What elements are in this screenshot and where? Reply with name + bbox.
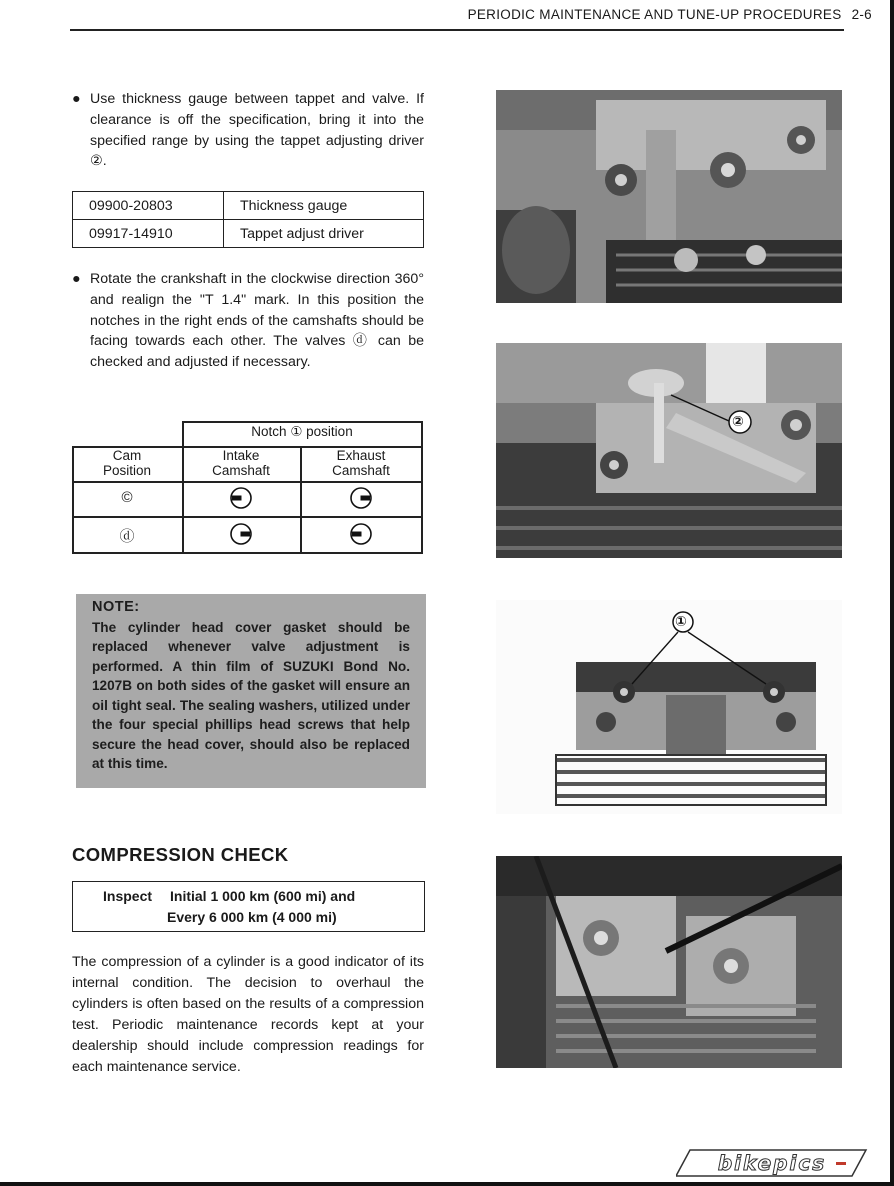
notch-right-icon xyxy=(349,486,373,510)
col-header-intake xyxy=(182,448,300,478)
running-header xyxy=(468,7,872,22)
section-title: COMPRESSION CHECK xyxy=(72,844,289,865)
bullet-dot: ● xyxy=(72,91,81,107)
photo-tappet-driver xyxy=(496,343,842,558)
intake-line1: Intake xyxy=(222,448,260,463)
header-rule xyxy=(70,29,844,31)
row-position-d: ⓓ xyxy=(119,528,135,545)
inspect-line2: Every 6 000 km (4 000 mi) xyxy=(167,909,337,925)
page-number: 2-6 xyxy=(851,7,872,22)
bullet-text: Use thickness gauge between tappet and valve. If clearance is off the specification, bring it into the specified range by using the tappet adjusting driver ②. xyxy=(90,91,424,170)
note-text: The cylinder head cover gasket should be replaced whenever valve adjustment is performed. A thin film of SUZUKI Bond No. 1207B on both sides of the gasket will ensure an oil tight seal. The sealing washers, utilized under the four special phillips head screws that help secure the head cover, should also be replaced at this time. xyxy=(92,619,410,771)
photo-tappet-adjustment xyxy=(496,90,842,303)
page-edge-right xyxy=(890,0,894,1186)
table-row xyxy=(73,192,424,220)
page-edge-bottom xyxy=(0,1182,894,1186)
photo-engine-compression xyxy=(496,856,842,1068)
col-header-exhaust xyxy=(300,448,422,478)
compression-paragraph: The compression of a cylinder is a good indicator of its internal condition. The decision to overhaul the cylinders is often based on the results of a compression test. Periodic maintenance records kept at your dealership should include compression readings for each maintenance service. xyxy=(72,954,424,1075)
header-title: PERIODIC MAINTENANCE AND TUNE-UP PROCEDURES xyxy=(467,7,842,22)
bullet-text: Rotate the crankshaft in the clockwise direction 360° and realign the "T 1.4" mark. In this position the notches in the right ends of the camshafts should be facing towards each other. The valves ⓓ can be checked and adjusted if necessary. xyxy=(90,271,424,371)
bullet-rotate-crankshaft xyxy=(72,269,424,373)
cam-line2: Position xyxy=(102,463,152,478)
bullet-thickness-gauge xyxy=(72,89,424,172)
note-box xyxy=(76,594,426,788)
notch-left-icon xyxy=(349,522,373,546)
row-position-c: © xyxy=(121,489,133,506)
notch-heading: Notch ① position xyxy=(251,424,353,439)
photo-callout-2: ② xyxy=(732,413,744,429)
cam-line1: Cam xyxy=(112,448,142,463)
inspect-line1: Initial 1 000 km (600 mi) and xyxy=(170,888,356,904)
tool-name: Thickness gauge xyxy=(224,192,424,220)
inspect-label: Inspect xyxy=(103,888,153,904)
intake-line2: Camshaft xyxy=(212,463,270,478)
tool-code: 09917-14910 xyxy=(73,220,224,248)
intake-notch-symbol xyxy=(182,522,300,549)
col-header-cam-position xyxy=(72,448,182,478)
note-heading: NOTE: xyxy=(92,599,140,615)
table-row xyxy=(73,220,424,248)
notch-left-icon xyxy=(229,486,253,510)
intake-notch-symbol xyxy=(182,486,300,513)
notch-position-table xyxy=(72,421,423,554)
photo-head-cover xyxy=(496,600,842,814)
tool-name: Tappet adjust driver xyxy=(224,220,424,248)
bikepics-logo xyxy=(676,1148,868,1178)
exhaust-line2: Camshaft xyxy=(332,463,390,478)
svg-text:bikepics: bikepics xyxy=(717,1151,827,1175)
notch-right-icon xyxy=(229,522,253,546)
inspect-interval-box xyxy=(72,881,425,932)
exhaust-notch-symbol xyxy=(300,522,422,549)
exhaust-line1: Exhaust xyxy=(336,448,386,463)
photo-callout-1: ① xyxy=(675,613,687,629)
bullet-dot: ● xyxy=(72,271,81,287)
exhaust-notch-symbol xyxy=(300,486,422,513)
tool-code: 09900-20803 xyxy=(73,192,224,220)
special-tools-table xyxy=(72,191,424,248)
